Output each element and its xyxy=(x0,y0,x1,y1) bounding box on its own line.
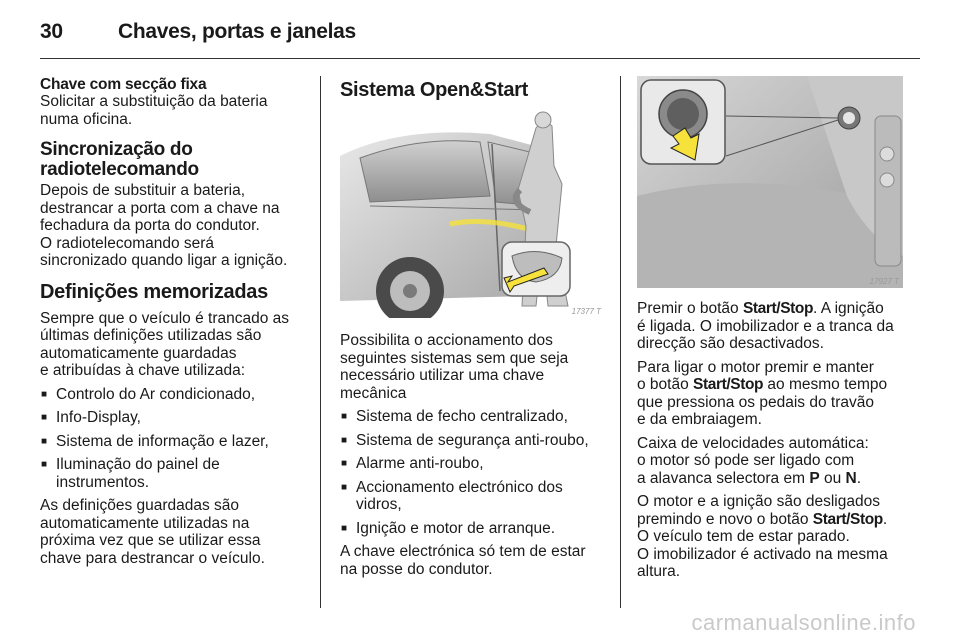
header-rule xyxy=(40,58,920,59)
memorized-intro: Sempre que o veículo é trancado as últimas definições utilizadas são automaticamente guardadas e atribuídas à chave utilizada: xyxy=(40,309,290,379)
text-run: ou xyxy=(819,469,846,487)
list-item: ■ Sistema de informação e lazer, xyxy=(40,433,308,451)
list-item: ■ Ignição e motor de arranque. xyxy=(340,520,605,538)
start-stop-keyword: Start/Stop xyxy=(742,300,814,317)
column-2 xyxy=(340,76,605,584)
text-run: . xyxy=(856,469,862,487)
memorized-outro: As definições guardadas são automaticamente utilizadas na próxima vez que se utilizar essa chave para destrancar o veículo. xyxy=(40,497,265,567)
sync-text: Depois de substituir a bateria, destrancar a porta com a chave na fechadura da porta do condutor. O radiotelecomando será sincronizado quando ligar a ignição. xyxy=(40,182,288,269)
list-item: ■ Alarme anti-roubo, xyxy=(340,455,605,473)
page-number: 30 xyxy=(40,20,63,43)
chapter-title: Chaves, portas e janelas xyxy=(118,20,356,43)
fixed-key-heading: Chave com secção fixa xyxy=(40,76,207,93)
car-door-illustration xyxy=(340,106,605,318)
column-3 xyxy=(637,76,907,587)
open-start-heading: Sistema Open&Start xyxy=(340,79,528,101)
memorized-list xyxy=(40,386,308,492)
text-run: Caixa de velocidades automática: o motor só pode ser ligado com a alavanca selectora em xyxy=(637,434,869,487)
list-item: ■ Info-Display, xyxy=(40,409,308,427)
figure-code: 17377 T xyxy=(571,307,601,316)
text-run: O motor e a ignição são desligados premindo e novo o botão xyxy=(637,493,880,528)
text-run: . A ignição é ligada. O imobilizador e a tranca da direcção são desactivados. xyxy=(637,300,894,352)
list-item: ■ Iluminação do painel de instrumentos. xyxy=(40,456,256,491)
start-button-image xyxy=(637,76,903,288)
memorized-heading: Definições memorizadas xyxy=(40,280,268,303)
start-button-illustration xyxy=(637,76,903,288)
list-item: ■ Controlo do Ar condicionado, xyxy=(40,386,308,404)
gear-p-keyword: P xyxy=(809,469,820,487)
open-start-intro: Possibilita o accionamento dos seguintes sistemas sem que seja necessário utilizar uma chave mecânica xyxy=(340,332,569,402)
text-run: ao mesmo tempo que pressiona os pedais do travão e da embraiagem. xyxy=(637,376,888,428)
text-run: Premir o botão xyxy=(637,300,743,317)
list-item: ■ Sistema de fecho centralizado, xyxy=(340,408,605,426)
column-divider xyxy=(320,76,321,608)
text-run: . O veículo tem de estar parado. O imobilizador é activado na mesma altura. xyxy=(637,510,888,580)
open-start-list xyxy=(340,408,605,537)
text-run: Para ligar o motor premir e manter o botão xyxy=(637,358,874,393)
start-paragraph-4 xyxy=(637,493,907,581)
list-item: ■ Accionamento electrónico dos vidros, xyxy=(340,479,566,514)
fixed-key-text: Solicitar a substituição da bateria numa oficina. xyxy=(40,93,268,128)
watermark: carmanualsonline.info xyxy=(691,610,916,635)
start-paragraph-1 xyxy=(637,300,907,353)
figure-code: 17927 T xyxy=(869,277,899,286)
start-paragraph-3 xyxy=(637,435,907,488)
sync-heading: Sincronização do radiotelecomando xyxy=(40,139,199,180)
column-divider xyxy=(620,76,621,608)
list-item: ■ Sistema de segurança anti-roubo, xyxy=(340,432,605,450)
start-stop-keyword: Start/Stop xyxy=(812,510,883,528)
start-stop-keyword: Start/Stop xyxy=(693,376,764,393)
column-1 xyxy=(40,76,308,573)
open-start-outro: A chave electrónica só tem de estar na posse do condutor. xyxy=(340,543,586,578)
gear-n-keyword: N xyxy=(845,469,857,487)
start-paragraph-2 xyxy=(637,359,907,429)
page-header xyxy=(40,18,920,58)
car-door-image xyxy=(340,106,605,318)
